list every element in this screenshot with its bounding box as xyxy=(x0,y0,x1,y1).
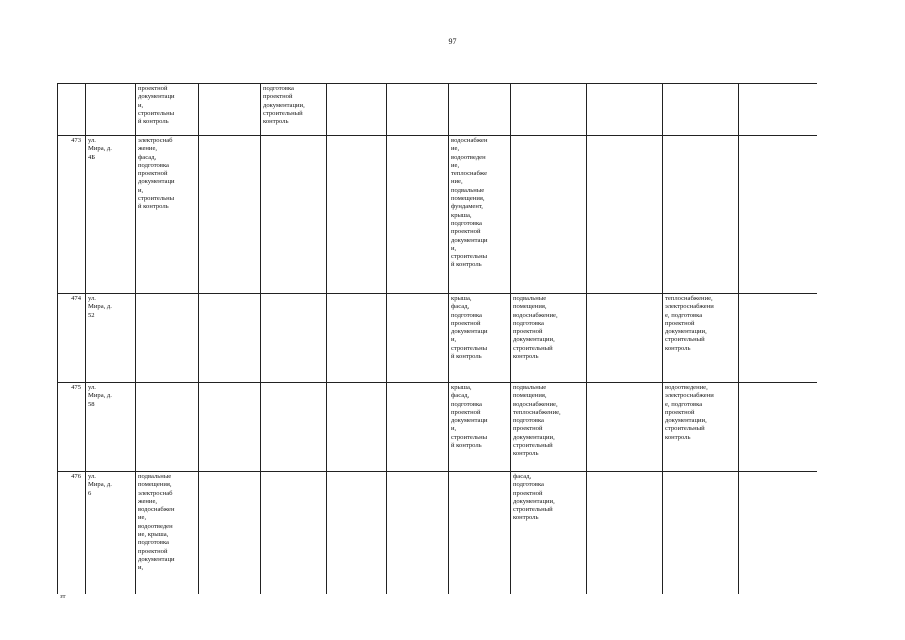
work-cell xyxy=(199,294,261,383)
work-cell xyxy=(663,294,739,383)
table-row xyxy=(58,472,818,595)
table-row xyxy=(58,383,818,472)
work-cell xyxy=(261,136,327,294)
address-cell xyxy=(86,383,136,472)
cell-text: ул. Мира, д. 58 xyxy=(88,384,112,408)
work-cell xyxy=(739,472,818,595)
work-cell xyxy=(327,294,387,383)
work-cell xyxy=(739,383,818,472)
work-cell xyxy=(261,383,327,472)
cell-text: 473 xyxy=(71,137,81,144)
work-cell xyxy=(136,383,199,472)
cell-text: 476 xyxy=(71,473,81,480)
work-cell xyxy=(663,84,739,136)
cell-text: подвальные помещения, электроснаб жение, водоснабжен ие, водоотведен ие, крыша, подготовка проектной документаци и, xyxy=(138,473,175,572)
work-cell xyxy=(739,294,818,383)
table-body xyxy=(58,84,818,595)
work-cell xyxy=(511,294,587,383)
work-cell xyxy=(387,294,449,383)
work-cell xyxy=(136,294,199,383)
work-cell xyxy=(261,84,327,136)
work-cell xyxy=(261,294,327,383)
work-cell xyxy=(449,472,511,595)
work-cell xyxy=(587,472,663,595)
cell-text: проектной документаци и, строительны й контроль xyxy=(138,85,175,126)
cell-text: электроснаб жение, фасад, подготовка проектной документаци и, строительны й контроль xyxy=(138,137,175,211)
address-cell xyxy=(86,84,136,136)
work-cell xyxy=(587,383,663,472)
cell-text: ул. Мира, д. 6 xyxy=(88,473,112,497)
cell-text: ул. Мира, д. 52 xyxy=(88,295,112,319)
row-number-cell xyxy=(58,84,86,136)
row-number-cell xyxy=(58,136,86,294)
cell-text: водоотведение, электроснабжени е, подготовка проектной документации, строительный контроль xyxy=(665,384,714,441)
work-cell xyxy=(739,84,818,136)
work-cell xyxy=(587,136,663,294)
work-cell xyxy=(587,84,663,136)
address-cell xyxy=(86,294,136,383)
table-row xyxy=(58,136,818,294)
work-cell xyxy=(387,383,449,472)
cell-text: подвальные помещения, водоснабжение, подготовка проектной документации, строительный контроль xyxy=(513,295,558,361)
cell-text: 475 xyxy=(71,384,81,391)
work-cell xyxy=(511,472,587,595)
work-cell xyxy=(199,84,261,136)
work-cell xyxy=(387,472,449,595)
work-cell xyxy=(327,383,387,472)
work-cell xyxy=(327,472,387,595)
work-cell xyxy=(136,84,199,136)
work-cell xyxy=(327,136,387,294)
work-cell xyxy=(449,294,511,383)
cell-text: 474 xyxy=(71,295,81,302)
cell-text: подготовка проектной документации, строительный контроль xyxy=(263,85,305,126)
work-cell xyxy=(511,84,587,136)
footer-mark: зт xyxy=(60,593,66,600)
work-cell xyxy=(663,136,739,294)
work-cell xyxy=(587,294,663,383)
work-cell xyxy=(136,472,199,595)
address-cell xyxy=(86,472,136,595)
table-row xyxy=(58,294,818,383)
work-cell xyxy=(199,136,261,294)
work-cell xyxy=(739,136,818,294)
cell-text: теплоснабжение, электроснабжени е, подготовка проектной документации, строительный контроль xyxy=(665,295,714,352)
work-cell xyxy=(511,136,587,294)
row-number-cell xyxy=(58,294,86,383)
work-cell xyxy=(511,383,587,472)
work-cell xyxy=(663,472,739,595)
cell-text: крыша, фасад, подготовка проектной документаци и, строительны й контроль xyxy=(451,384,488,450)
work-cell xyxy=(387,84,449,136)
work-cell xyxy=(387,136,449,294)
work-cell xyxy=(449,136,511,294)
address-cell xyxy=(86,136,136,294)
work-cell xyxy=(327,84,387,136)
table-container xyxy=(57,83,817,594)
work-cell xyxy=(449,383,511,472)
cell-text: подвальные помещения, водоснабжение, теплоснабжение, подготовка проектной документации, строительный контроль xyxy=(513,384,561,458)
row-number-cell xyxy=(58,472,86,595)
work-cell xyxy=(261,472,327,595)
work-cell xyxy=(199,472,261,595)
table-row xyxy=(58,84,818,136)
work-cell xyxy=(449,84,511,136)
cell-text: фасад, подготовка проектной документации, строительный контроль xyxy=(513,473,555,522)
works-table xyxy=(57,83,817,594)
row-number-cell xyxy=(58,383,86,472)
cell-text: ул. Мира, д. 4Б xyxy=(88,137,112,161)
cell-text: водоснабжен ие, водоотведен ие, теплоснабже ние, подвальные помещения, фундамент, крыша, подготовка проектной документаци и, строительны й контроль xyxy=(451,137,488,269)
work-cell xyxy=(199,383,261,472)
work-cell xyxy=(663,383,739,472)
cell-text: крыша, фасад, подготовка проектной документаци и, строительны й контроль xyxy=(451,295,488,361)
page-number: 97 xyxy=(448,37,457,46)
work-cell xyxy=(136,136,199,294)
